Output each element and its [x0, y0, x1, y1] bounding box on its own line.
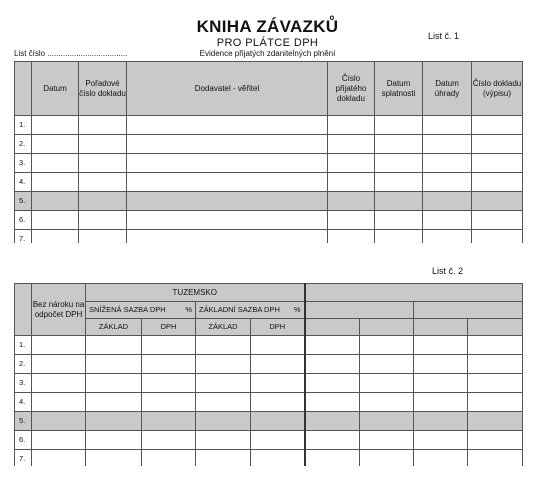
header-reduced-rate: SNÍŽENÁ SAZBA DPH % — [86, 302, 196, 319]
table-cell[interactable] — [32, 374, 86, 393]
table-cell[interactable] — [414, 431, 468, 450]
header-empty-5 — [414, 319, 468, 336]
row-number: 7. — [15, 230, 32, 244]
table-cell[interactable] — [196, 355, 251, 374]
row-number-header — [15, 284, 32, 336]
table-cell[interactable] — [305, 336, 360, 355]
table-cell[interactable] — [468, 412, 523, 431]
table-cell[interactable] — [251, 336, 305, 355]
table-row — [15, 450, 523, 467]
table-cell[interactable] — [414, 355, 468, 374]
row-number: 3. — [15, 374, 32, 393]
row-number: 4. — [15, 393, 32, 412]
table-cell[interactable] — [142, 355, 196, 374]
table-cell[interactable] — [414, 412, 468, 431]
table-cell[interactable] — [86, 431, 142, 450]
table-cell[interactable] — [86, 355, 142, 374]
table-cell[interactable] — [251, 355, 305, 374]
table-cell[interactable] — [196, 431, 251, 450]
header-empty-1 — [305, 302, 414, 319]
row-number: 1. — [15, 336, 32, 355]
row-number: 1. — [15, 116, 32, 135]
header-basic-base: ZÁKLAD — [196, 319, 251, 336]
table-cell[interactable] — [414, 336, 468, 355]
table-cell[interactable] — [196, 393, 251, 412]
header-empty-2 — [414, 302, 523, 319]
table-cell[interactable] — [142, 393, 196, 412]
table-cell[interactable] — [32, 450, 86, 467]
table-cell[interactable] — [86, 336, 142, 355]
header-empty-4 — [360, 319, 414, 336]
table-cell[interactable] — [468, 355, 523, 374]
table-cell[interactable] — [468, 431, 523, 450]
table-cell[interactable] — [196, 336, 251, 355]
table-row — [15, 336, 523, 355]
table-cell[interactable] — [360, 431, 414, 450]
table-cell[interactable] — [305, 374, 360, 393]
table-row — [15, 374, 523, 393]
row-number: 2. — [15, 355, 32, 374]
column-header-due-date: Datum splatnosti — [375, 62, 423, 116]
table-cell[interactable] — [360, 393, 414, 412]
table-cell[interactable] — [142, 431, 196, 450]
table-row — [15, 431, 523, 450]
header-reduced-base: ZÁKLAD — [86, 319, 142, 336]
page-subtitle: PRO PLÁTCE DPH — [216, 37, 319, 49]
column-header-payment-date: Datum úhrady — [423, 62, 472, 116]
page-title: KNIHA ZÁVAZKŮ — [196, 17, 339, 36]
row-number: 5. — [15, 412, 32, 431]
header-basic-rate: ZÁKLADNÍ SAZBA DPH % — [196, 302, 305, 319]
table-cell[interactable] — [196, 450, 251, 467]
table-cell[interactable] — [305, 355, 360, 374]
table-cell[interactable] — [86, 393, 142, 412]
table-cell[interactable] — [196, 374, 251, 393]
page-2-label: List č. 2 — [432, 266, 464, 276]
header-basic-vat: DPH — [251, 319, 305, 336]
table-cell[interactable] — [360, 450, 414, 467]
column-header-no-deduction: Bez nároku na odpočet DPH — [32, 284, 86, 336]
table-cell[interactable] — [468, 336, 523, 355]
table-cell[interactable] — [142, 412, 196, 431]
table-cell[interactable] — [32, 355, 86, 374]
table-cell[interactable] — [305, 450, 360, 467]
table-cell[interactable] — [360, 412, 414, 431]
row-number: 5. — [15, 192, 32, 211]
table-cell[interactable] — [360, 374, 414, 393]
table-cell[interactable] — [251, 393, 305, 412]
header-empty-3 — [305, 319, 360, 336]
table-cell[interactable] — [468, 374, 523, 393]
table-cell[interactable] — [86, 374, 142, 393]
column-header-statement-number: Číslo dokladu (výpisu) — [472, 62, 523, 116]
column-header-sequence-number: Pořadové číslo dokladu — [79, 62, 127, 116]
table-row — [15, 355, 523, 374]
table-cell[interactable] — [251, 431, 305, 450]
table-cell[interactable] — [196, 412, 251, 431]
table-cell[interactable] — [360, 355, 414, 374]
group-header-empty — [305, 284, 523, 302]
table-cell[interactable] — [251, 412, 305, 431]
table-cell[interactable] — [305, 412, 360, 431]
table-cell[interactable] — [468, 393, 523, 412]
table-cell[interactable] — [305, 393, 360, 412]
column-header-received-document-number: Číslo přijatého dokladu — [328, 62, 375, 116]
table-cell[interactable] — [468, 450, 523, 467]
column-header-supplier: Dodavatel - věřitel — [127, 62, 328, 116]
table-cell[interactable] — [251, 450, 305, 467]
list-number-label: List číslo .................................... — [14, 49, 128, 58]
group-header-domestic: TUZEMSKO — [86, 284, 305, 302]
table-cell[interactable] — [305, 431, 360, 450]
table-row — [15, 393, 523, 412]
table-cell[interactable] — [142, 450, 196, 467]
table-cell[interactable] — [32, 412, 86, 431]
table-cell[interactable] — [32, 393, 86, 412]
header-empty-6 — [468, 319, 523, 336]
row-number: 7. — [15, 450, 32, 467]
table-cell[interactable] — [142, 374, 196, 393]
table-row — [15, 412, 523, 431]
table-cell[interactable] — [142, 336, 196, 355]
table-cell[interactable] — [414, 374, 468, 393]
table-cell[interactable] — [414, 450, 468, 467]
table-cell[interactable] — [360, 336, 414, 355]
row-number: 6. — [15, 431, 32, 450]
column-header-date: Datum — [32, 62, 79, 116]
row-number: 3. — [15, 154, 32, 173]
row-number: 6. — [15, 211, 32, 230]
page-1-label: List č. 1 — [428, 31, 460, 41]
table-cell[interactable] — [86, 412, 142, 431]
table-cell[interactable] — [86, 450, 142, 467]
table-cell[interactable] — [32, 336, 86, 355]
page-description: Evidence přijatých zdanitelných plnění — [199, 49, 336, 58]
row-number: 2. — [15, 135, 32, 154]
table-cell[interactable] — [32, 431, 86, 450]
header-reduced-vat: DPH — [142, 319, 196, 336]
table-cell[interactable] — [414, 393, 468, 412]
vat-table — [14, 283, 523, 466]
row-number: 4. — [15, 173, 32, 192]
table-cell[interactable] — [251, 374, 305, 393]
